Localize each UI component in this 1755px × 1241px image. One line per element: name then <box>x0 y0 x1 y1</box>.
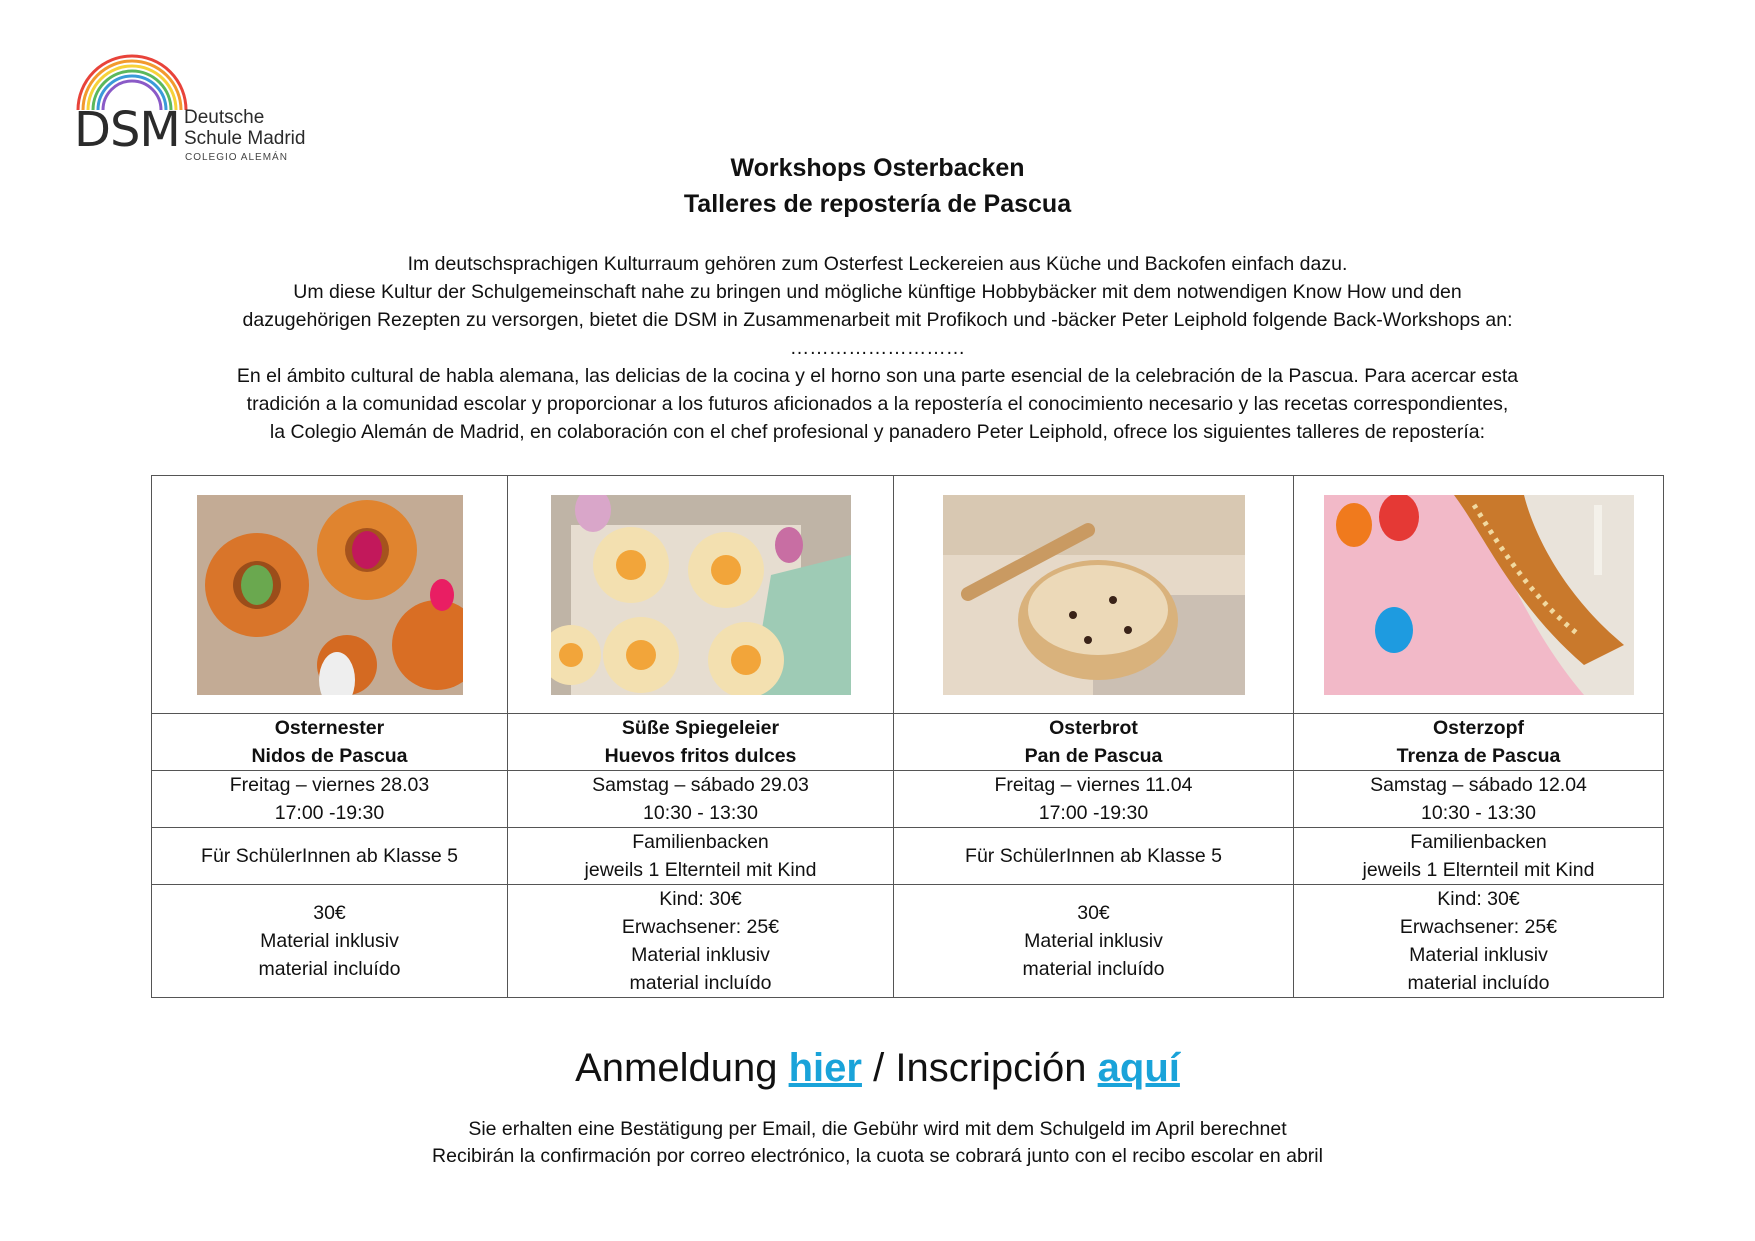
table-cell <box>1294 476 1664 714</box>
intro-es-line: En el ámbito cultural de habla alemana, las delicias de la cocina y el horno son una parte esencial de la celebración de la Pascua. Para acercar esta <box>236 365 1519 387</box>
table-row-audience <box>152 828 1664 885</box>
workshop-date-cell <box>1294 771 1664 828</box>
workshop-name-cell <box>894 714 1294 771</box>
intro-text <box>140 250 1615 446</box>
workshop-name-cell <box>508 714 894 771</box>
intro-es-line: tradición a la comunidad escolar y proporcionar a los futuros aficionados a la repostería el conocimiento necesario y las recetas correspondientes, <box>246 393 1509 415</box>
sweet-fried-eggs-photo <box>551 495 851 695</box>
price-line: material incluído <box>1407 972 1550 994</box>
workshop-date: Samstag – sábado 12.04 <box>1370 774 1587 796</box>
table-row-prices <box>152 885 1664 998</box>
workshop-price-cell <box>508 885 894 998</box>
workshop-date: Freitag – viernes 11.04 <box>994 774 1193 796</box>
table-cell <box>152 476 508 714</box>
workshop-price-cell <box>1294 885 1664 998</box>
workshop-time: 10:30 - 13:30 <box>1421 802 1536 824</box>
workshop-date: Freitag – viernes 28.03 <box>229 774 430 796</box>
intro-de-line: Um diese Kultur der Schulgemeinschaft nahe zu bringen und mögliche künftige Hobbybäcker mit dem notwendigen Know How und den <box>293 281 1462 303</box>
workshop-name-es: Huevos fritos dulces <box>604 745 797 767</box>
workshop-time: 17:00 -19:30 <box>274 802 385 824</box>
workshop-time: 17:00 -19:30 <box>1038 802 1149 824</box>
workshop-time: 10:30 - 13:30 <box>643 802 758 824</box>
workshop-name-de: Osterzopf <box>1432 717 1524 739</box>
workshop-audience: Familienbacken <box>1410 831 1547 853</box>
price-line: Material inklusiv <box>1024 930 1163 952</box>
price-line: material incluído <box>629 972 772 994</box>
confirmation-note <box>0 1116 1755 1170</box>
page-title-de: Workshops Osterbacken <box>730 154 1025 182</box>
price-line: material incluído <box>258 958 401 980</box>
intro-de-line: Im deutschsprachigen Kulturraum gehören zum Osterfest Leckereien aus Küche und Backofen einfach dazu. <box>407 253 1348 275</box>
workshop-name-de: Süße Spiegeleier <box>621 717 780 739</box>
easter-braid-photo <box>1324 495 1634 695</box>
workshop-name-es: Nidos de Pascua <box>251 745 408 767</box>
logo-line-2: Schule Madrid <box>184 128 306 149</box>
table-row-images <box>152 476 1664 714</box>
intro-es-line: la Colegio Alemán de Madrid, en colaboración con el chef profesional y panadero Peter Leiphold, ofrece los siguientes talleres de repostería: <box>269 421 1486 443</box>
workshop-name-de: Osterbrot <box>1049 717 1138 739</box>
workshop-name-cell <box>1294 714 1664 771</box>
workshop-audience-detail: jeweils 1 Elternteil mit Kind <box>584 859 817 881</box>
workshop-date: Samstag – sábado 29.03 <box>592 774 809 796</box>
workshop-audience-cell <box>1294 828 1664 885</box>
workshop-price-cell <box>152 885 508 998</box>
price-line: Erwachsener: 25€ <box>621 916 780 938</box>
workshop-date-cell <box>508 771 894 828</box>
logo-line-1: Deutsche <box>184 107 265 128</box>
registration-link-es[interactable]: aquí <box>1097 1046 1180 1090</box>
workshop-name-es: Trenza de Pascua <box>1396 745 1561 767</box>
registration-separator: / <box>873 1046 885 1090</box>
price-line: Kind: 30€ <box>1437 888 1520 910</box>
registration-line <box>0 1040 1755 1096</box>
workshop-price-cell <box>894 885 1294 998</box>
workshop-name-de: Osternester <box>274 717 385 739</box>
workshop-audience-detail: jeweils 1 Elternteil mit Kind <box>1362 859 1595 881</box>
workshop-date-cell <box>152 771 508 828</box>
workshop-date-cell <box>894 771 1294 828</box>
intro-separator: ……………………… <box>789 337 966 359</box>
intro-de-line: dazugehörigen Rezepten zu versorgen, bietet die DSM in Zusammenarbeit mit Profikoch und -bäcker Peter Leiphold folgende Back-Workshops an: <box>242 309 1513 331</box>
note-de: Sie erhalten eine Bestätigung per Email, die Gebühr wird mit dem Schulgeld im April berechnet <box>468 1118 1287 1140</box>
price-line: Kind: 30€ <box>659 888 742 910</box>
workshop-audience: Für SchülerInnen ab Klasse 5 <box>965 845 1222 867</box>
page-title-es: Talleres de repostería de Pascua <box>683 190 1072 218</box>
logo-abbreviation: DSM <box>74 102 180 158</box>
logo-line-3: COLEGIO ALEMÁN <box>185 152 288 163</box>
workshop-name-cell <box>152 714 508 771</box>
registration-label-de: Anmeldung <box>575 1046 778 1090</box>
table-cell <box>508 476 894 714</box>
registration-link-de[interactable]: hier <box>788 1046 862 1090</box>
workshop-audience-cell <box>894 828 1294 885</box>
table-row-dates <box>152 771 1664 828</box>
price-line: Erwachsener: 25€ <box>1399 916 1558 938</box>
workshop-audience-cell <box>152 828 508 885</box>
table-row-names <box>152 714 1664 771</box>
workshop-name-es: Pan de Pascua <box>1024 745 1163 767</box>
workshop-audience-cell <box>508 828 894 885</box>
table-cell <box>894 476 1294 714</box>
workshops-table <box>151 475 1664 998</box>
price-line: Material inklusiv <box>1409 944 1548 966</box>
price-line: Material inklusiv <box>260 930 399 952</box>
easter-bread-photo <box>943 495 1245 695</box>
price-line: 30€ <box>313 902 346 924</box>
workshop-audience: Für SchülerInnen ab Klasse 5 <box>201 845 458 867</box>
workshop-audience: Familienbacken <box>632 831 769 853</box>
price-line: 30€ <box>1077 902 1110 924</box>
easter-nests-photo <box>197 495 463 695</box>
price-line: Material inklusiv <box>631 944 770 966</box>
note-es: Recibirán la confirmación por correo electrónico, la cuota se cobrará junto con el recibo escolar en abril <box>432 1145 1323 1167</box>
price-line: material incluído <box>1022 958 1165 980</box>
registration-label-es: Inscripción <box>895 1046 1087 1090</box>
